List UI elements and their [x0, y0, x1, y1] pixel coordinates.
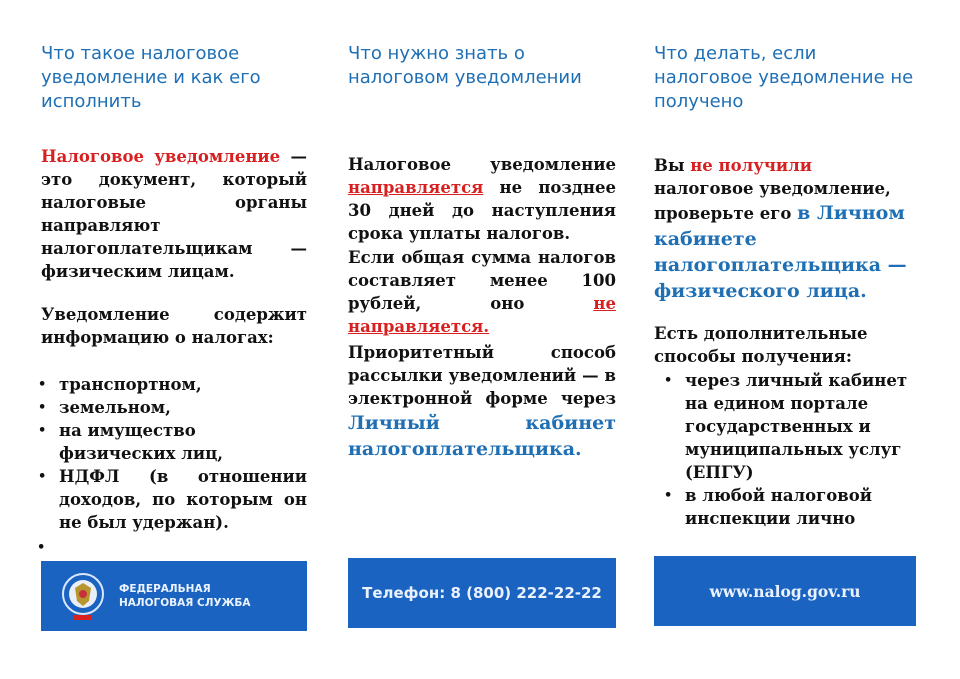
not-sent-highlight: не направляется.	[348, 294, 616, 336]
text: налоговое уведомление, проверьте его	[654, 179, 891, 223]
personal-account-highlight: Личный кабинет налогоплательщика.	[348, 412, 616, 460]
list-item: • в любой налоговой инспекции лично	[654, 484, 916, 530]
personal-account-highlight: в Личном кабинете налогоплательщика — физического лица.	[654, 202, 907, 302]
fns-banner-line1: ФЕДЕРАЛЬНАЯ	[119, 583, 211, 595]
definition-paragraph	[41, 145, 307, 283]
list-item: • земельном,	[41, 396, 307, 419]
text: Если общая сумма налогов составляет менее 100 рублей, оно	[348, 248, 616, 313]
additional-ways-paragraph: Есть дополнительные способы получения:	[654, 324, 868, 366]
sent-highlight: направляется	[348, 178, 484, 197]
threshold-paragraph	[348, 246, 616, 338]
not-received-highlight: не получили	[690, 156, 813, 175]
column-heading: Что нужно знать о налоговом уведомлении	[348, 43, 582, 88]
fns-emblem-icon	[61, 571, 105, 621]
deadline-paragraph	[348, 153, 616, 245]
contains-paragraph: Уведомление содержит информацию о налогах:	[41, 305, 307, 347]
ways-list	[654, 369, 916, 530]
fns-banner	[41, 561, 307, 631]
fns-banner-line2: НАЛОГОВАЯ СЛУЖБА	[119, 597, 251, 609]
check-account-paragraph	[654, 154, 916, 304]
text: не позднее 30 дней до наступления срока уплаты налогов.	[348, 178, 616, 243]
column-heading: Что такое налоговое уведомление и как его исполнить	[41, 43, 261, 112]
text: Вы	[654, 156, 691, 175]
empty-bullet: •	[37, 540, 46, 555]
term-highlight: Налоговое уведомление	[41, 147, 281, 166]
list-item: • на имущество физических лиц,	[41, 419, 307, 465]
website-text: www.nalog.gov.ru	[709, 581, 861, 601]
list-item: • транспортном,	[41, 373, 307, 396]
list-item: • НДФЛ (в отношении доходов, по которым он не был удержан).	[41, 465, 307, 534]
tax-list	[41, 373, 307, 534]
column-heading: Что делать, если налоговое уведомление не получено	[654, 43, 914, 112]
list-item: • через личный кабинет на едином портале государственных и муниципальных услуг (ЕПГУ)	[654, 369, 916, 484]
phone-text: Телефон: 8 (800) 222-22-22	[362, 584, 602, 602]
definition-text: — это документ, который налоговые органы направляют налогоплательщикам — физическим лицам.	[41, 147, 307, 281]
text: Приоритетный способ рассылки уведомлений — в электронной форме через	[348, 343, 616, 408]
website-banner	[654, 556, 916, 626]
text: Налоговое уведомление	[348, 155, 616, 174]
priority-paragraph	[348, 341, 616, 462]
phone-banner	[348, 558, 616, 628]
